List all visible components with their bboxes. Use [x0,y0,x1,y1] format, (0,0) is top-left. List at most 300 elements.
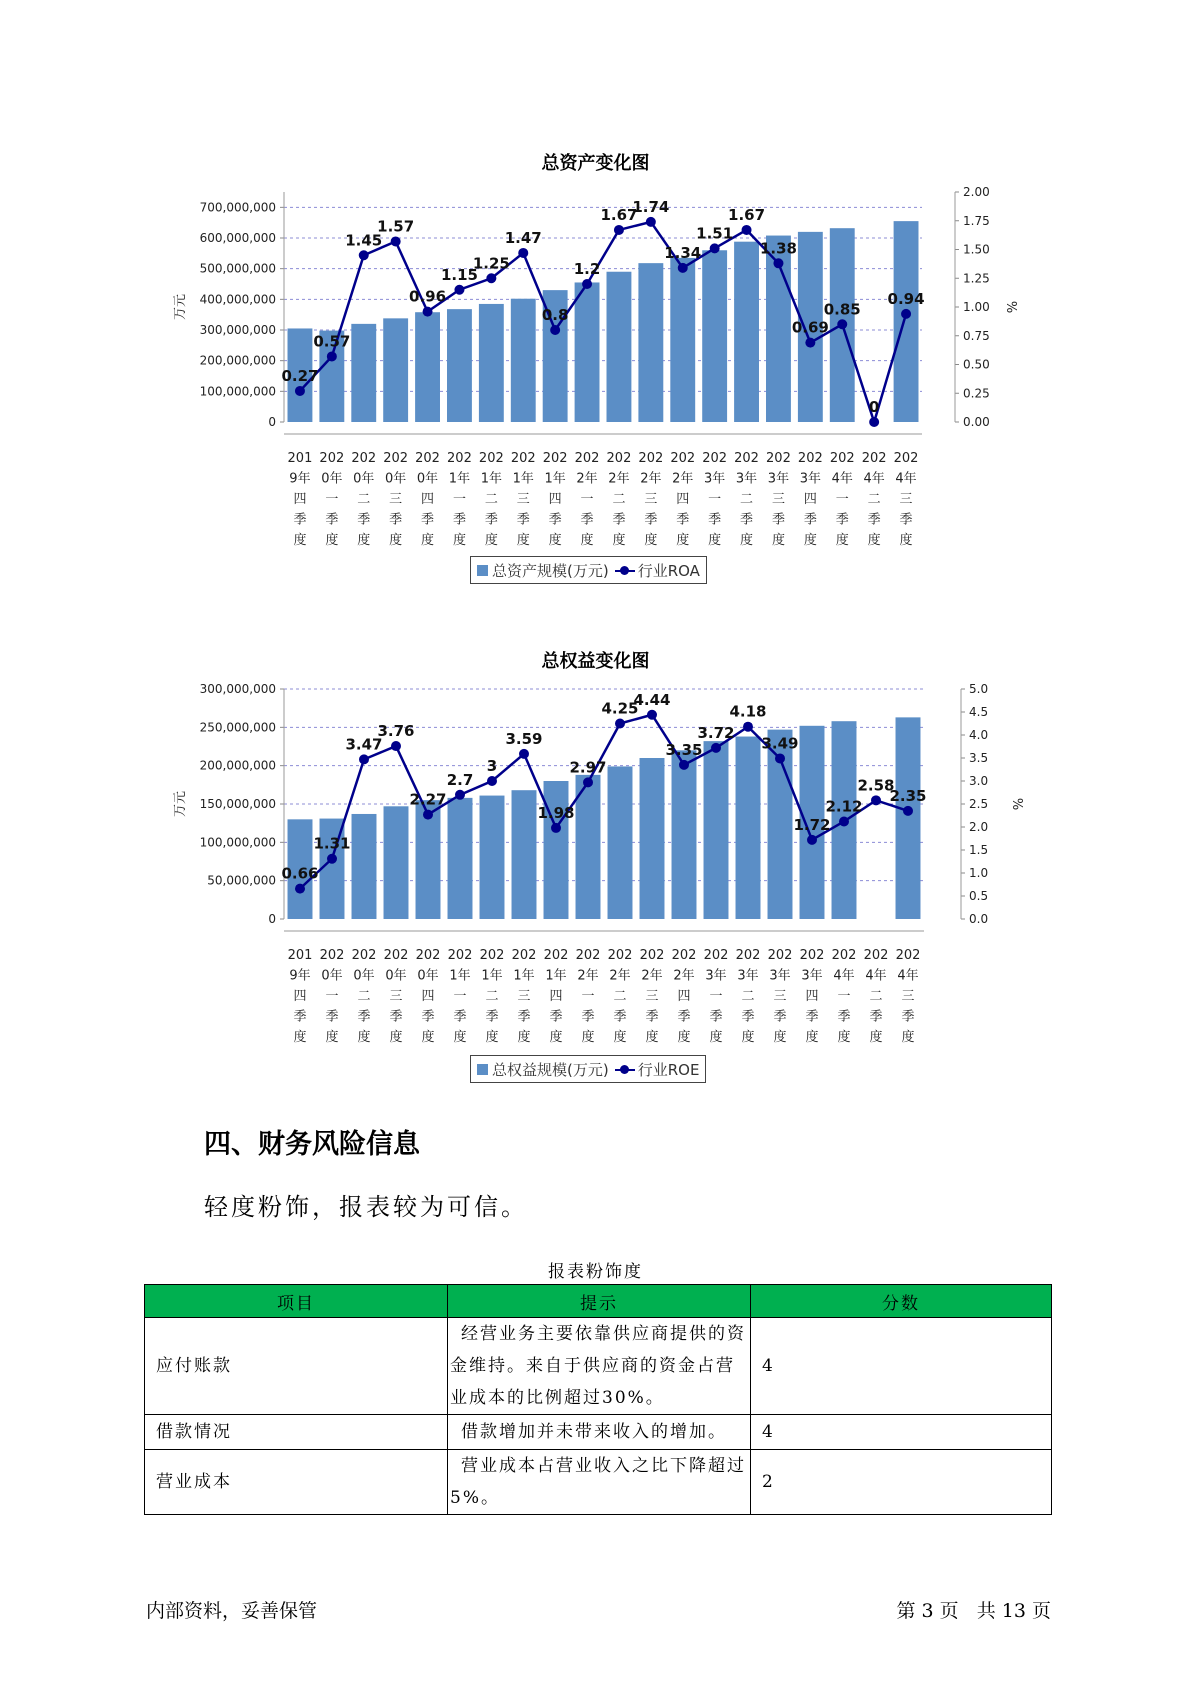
chart2-data-label: 3.59 [505,729,543,748]
chart1-line-point [678,263,688,273]
chart1-x-tick-label: 202 [447,451,472,466]
chart2-line-point [743,722,753,732]
chart2-x-tick-label: 1年 [545,968,567,984]
chart2-x-tick-label: 202 [575,948,601,963]
chart2-x-tick-label: 季 [837,1009,851,1025]
chart2-x-tick-label: 季 [869,1009,883,1025]
chart2-line-point [327,854,337,864]
table-cell-item: 借款情况 [145,1415,448,1450]
chart1-y2-tick-label: 0.00 [963,415,990,429]
chart2-legend-line-label: 行业ROE [637,1060,700,1079]
footer-confidential-note: 内部资料，妥善保管 [146,1600,318,1622]
chart2-y2-tick-label: 4.5 [969,705,989,719]
chart2-x-tick-label: 季 [677,1009,691,1025]
chart2-y2-tick-label: 0.0 [969,912,989,926]
chart2-bar [736,737,761,919]
chart2-x-tick-label: 季 [453,1009,467,1025]
chart2-y2-tick-label: 3.0 [969,774,989,788]
chart1-y2-tick-label: 2.00 [963,185,990,199]
chart2-data-label: 3.35 [665,740,703,759]
chart2-bar [480,796,505,919]
chart1-x-tick-label: 度 [740,533,754,548]
chart1-bar [734,242,759,422]
chart1-x-tick-label: 季 [835,512,849,528]
chart1-x-tick-label: 0年 [385,471,407,487]
chart2-x-tick-label: 四 [549,989,563,1004]
chart1-x-tick-label: 3年 [799,471,821,487]
chart2-x-tick-label: 季 [773,1009,787,1025]
chart1-x-tick-label: 度 [421,533,435,548]
chart1-x-tick-label: 四 [676,492,690,507]
chart1-x-tick-label: 0年 [353,471,375,487]
chart2-y-tick-label: 100,000,000 [199,835,276,850]
chart1-x-tick-label: 二 [484,492,498,507]
chart2-data-label: 1.98 [537,803,575,822]
chart2-x-tick-label: 季 [357,1009,371,1025]
chart2-line-point [423,810,433,820]
chart2-bar [896,717,921,919]
chart2-x-tick-label: 度 [357,1030,371,1045]
chart1-title: 总资产变化图 [541,153,650,174]
chart1-x-tick-label: 季 [899,512,913,528]
chart2-x-tick-label: 3年 [769,968,791,984]
chart1-x-tick-label: 季 [803,512,817,528]
chart1-x-tick-label: 1年 [448,471,471,487]
chart1-x-tick-label: 202 [638,451,664,466]
chart2-x-tick-label: 度 [517,1030,531,1045]
chart2-x-tick-label: 度 [773,1030,787,1045]
chart1-y-tick-label: 300,000,000 [199,323,276,337]
chart2-y2-tick-label: 1.0 [969,866,989,880]
table-row [145,1450,1052,1515]
chart2-x-tick-label: 一 [453,989,467,1004]
chart1-line-point [391,236,401,246]
chart1-x-tick-label: 202 [893,451,919,466]
chart1-bar [575,282,600,422]
chart1-data-label: 0.94 [887,289,925,308]
chart2-data-label: 2.7 [446,770,474,789]
footer-page-number: 第 3 页 共 13 页 [896,1600,1051,1622]
chart2-x-tick-label: 度 [869,1030,883,1045]
chart1-line-point [486,273,496,283]
chart2-line-point [871,795,881,805]
table-header-item: 项目 [145,1285,448,1318]
chart2-x-tick-label: 3年 [801,968,823,984]
chart1-bar [383,318,408,422]
chart1-line-point [742,225,752,235]
chart2-x-tick-label: 0年 [385,968,407,984]
chart2-x-tick-label: 季 [325,1009,339,1025]
chart1-x-tick-label: 1年 [480,471,502,487]
chart1-x-tick-label: 度 [580,533,594,548]
table-cell-hint: 借款增加并未带来收入的增加。 [448,1415,751,1450]
chart2-line-point [711,743,721,753]
chart1-x-tick-label: 三 [644,492,658,507]
chart2-bar [544,781,569,919]
chart2-bar [352,814,377,919]
chart1-y-tick-label: 400,000,000 [199,292,276,307]
chart2-x-tick-label: 4年 [897,968,919,984]
chart1-line-point [869,417,879,427]
chart1-x-tick-label: 季 [771,512,785,528]
chart2-line-point [775,753,785,763]
chart1-bar [351,324,376,422]
chart2-x-tick-label: 季 [645,1009,659,1025]
chart2-x-tick-label: 四 [293,989,307,1004]
chart2-legend-bar-label: 总权益规模(万元) [492,1060,609,1079]
chart1-bar [447,309,472,422]
chart2-x-tick-label: 二 [485,989,499,1004]
chart1-x-tick-label: 季 [325,512,339,528]
total-assets-chart [0,180,1191,555]
chart2-x-tick-label: 季 [517,1009,531,1025]
chart2-x-tick-label: 2年 [641,968,663,984]
chart2-x-tick-label: 度 [421,1030,435,1045]
chart1-x-tick-label: 202 [797,451,823,466]
chart2-x-tick-label: 度 [677,1030,691,1045]
chart2-data-label: 2.97 [569,758,607,777]
chart2-line-point [615,719,625,729]
table-header-score: 分数 [751,1285,1052,1318]
chart2-x-tick-label: 202 [511,948,537,963]
table-cell-item: 营业成本 [145,1450,448,1515]
chart2-x-tick-label: 度 [389,1030,403,1045]
chart2-line-point [807,835,817,845]
chart1-x-tick-label: 季 [516,512,530,528]
chart1-x-tick-label: 三 [899,492,913,507]
chart1-x-tick-label: 202 [606,451,632,466]
chart2-x-tick-label: 202 [799,948,825,963]
chart1-x-tick-label: 202 [415,451,440,466]
chart2-x-tick-label: 度 [805,1030,819,1045]
chart1-data-label: 1.34 [664,243,702,262]
chart2-line-point [487,776,497,786]
chart2-x-tick-label: 度 [453,1030,467,1045]
chart1-x-tick-label: 二 [357,492,371,507]
chart2-y2-axis-title: % [1009,797,1024,811]
chart1-x-tick-label: 季 [676,512,690,528]
chart2-x-tick-label: 202 [831,948,857,963]
chart1-legend-bar-swatch [477,565,488,576]
chart2-bar [608,766,633,919]
chart2-data-label: 4.44 [633,690,671,709]
chart2-x-tick-label: 三 [645,989,659,1004]
chart1-bar [479,304,504,422]
chart1-x-tick-label: 季 [452,512,466,528]
chart1-x-tick-label: 度 [612,533,626,548]
section-heading: 四、财务风险信息 [204,1129,420,1160]
chart1-x-tick-label: 一 [452,492,466,507]
chart1-x-tick-label: 三 [771,492,785,507]
chart2-x-tick-label: 4年 [833,968,855,984]
chart2-bar [704,741,729,919]
chart2-x-tick-label: 度 [325,1030,339,1045]
chart1-line-point [454,285,464,295]
chart2-line-point [391,741,401,751]
chart2-data-label: 0.66 [281,864,319,883]
chart2-line-point [647,710,657,720]
chart1-x-tick-label: 二 [740,492,754,507]
chart1-x-tick-label: 四 [803,492,817,507]
chart2-data-label: 3.49 [761,734,799,753]
chart2-x-tick-label: 三 [773,989,787,1004]
chart2-x-tick-label: 1年 [513,968,535,984]
chart1-bar [511,299,536,422]
chart1-x-tick-label: 四 [421,492,435,507]
chart1-y2-tick-label: 1.25 [963,271,990,286]
chart2-x-tick-label: 季 [389,1009,403,1025]
chart2-bar [640,758,665,919]
chart1-x-tick-label: 度 [484,533,498,548]
chart2-x-tick-label: 一 [325,989,339,1004]
table-row [145,1415,1052,1450]
chart1-x-tick-label: 一 [708,492,722,507]
chart1-x-tick-label: 度 [708,533,722,548]
chart1-line-point [295,386,305,396]
chart1-x-tick-label: 202 [702,451,728,466]
chart2-x-tick-label: 季 [805,1009,819,1025]
chart2-x-tick-label: 202 [351,948,377,963]
chart2-x-tick-label: 202 [415,948,441,963]
chart2-x-tick-label: 0年 [417,968,439,984]
chart2-y2-tick-label: 1.5 [969,843,989,857]
chart2-x-tick-label: 202 [895,948,921,963]
chart2-data-label: 3.72 [697,723,735,742]
chart1-x-tick-label: 4年 [895,471,917,487]
chart1-x-tick-label: 202 [383,451,409,466]
chart1-x-tick-label: 季 [389,512,403,528]
chart2-y2-tick-label: 0.5 [969,889,989,903]
chart2-x-tick-label: 度 [485,1030,499,1045]
chart1-x-tick-label: 季 [867,512,881,528]
chart1-x-tick-label: 1年 [544,471,566,487]
chart1-line-point [327,351,337,361]
chart1-x-tick-label: 2年 [672,471,694,487]
risk-summary: 轻度粉饰，报表较为可信。 [204,1193,528,1221]
chart1-x-tick-label: 2年 [640,471,662,487]
chart1-data-label: 1.45 [345,231,383,250]
chart2-x-tick-label: 一 [709,989,723,1004]
chart2-data-label: 3.47 [345,735,383,754]
chart2-x-tick-label: 一 [837,989,851,1004]
chart1-bar [670,258,695,422]
chart1-y2-tick-label: 1.50 [963,242,990,257]
chart2-data-label: 2.12 [825,797,863,816]
chart2-x-tick-label: 季 [613,1009,627,1025]
chart1-x-tick-label: 度 [548,533,562,548]
chart1-data-label: 1.25 [472,254,510,273]
chart1-y-tick-label: 100,000,000 [199,384,276,399]
chart1-y2-axis-title: % [1003,300,1018,314]
chart2-x-tick-label: 三 [517,989,531,1004]
chart2-x-tick-label: 2年 [609,968,631,984]
chart1-x-tick-label: 度 [771,533,785,548]
chart1-x-tick-label: 四 [293,492,307,507]
chart1-x-tick-label: 度 [867,533,881,548]
table-cell-item: 应付账款 [145,1318,448,1415]
chart2-data-label: 3 [486,757,498,775]
chart2-x-tick-label: 度 [581,1030,595,1045]
chart2-x-tick-label: 1年 [449,968,471,984]
chart2-x-tick-label: 度 [293,1030,307,1045]
chart2-legend-bar-swatch [477,1064,488,1075]
table-header-row [145,1285,1052,1318]
chart2-data-label: 4.18 [729,702,767,721]
chart1-x-tick-label: 3年 [767,471,790,487]
chart1-x-tick-label: 一 [835,492,849,507]
chart1-x-tick-label: 202 [766,451,791,466]
chart2-x-tick-label: 季 [741,1009,755,1025]
chart2-x-tick-label: 202 [607,948,633,963]
chart1-line-point [773,258,783,268]
chart1-data-label: 0.8 [541,306,569,324]
chart1-line-point [805,338,815,348]
chart2-x-tick-label: 二 [357,989,371,1004]
chart1-x-tick-label: 度 [452,533,466,548]
table-caption: 报表粉饰度 [548,1262,643,1282]
chart1-data-label: 1.67 [600,205,638,224]
table-cell-score: 2 [751,1450,1052,1515]
chart2-x-tick-label: 度 [901,1030,915,1045]
chart1-y2-tick-label: 1.75 [963,213,990,228]
chart1-x-tick-label: 季 [357,512,371,528]
chart2-data-label: 3.76 [377,722,415,741]
table-cell-score: 4 [751,1318,1052,1415]
chart2-legend-line-swatch [615,1064,635,1075]
chart1-x-tick-label: 季 [644,512,658,528]
chart2-y2-tick-label: 2.0 [969,820,989,834]
chart1-x-tick-label: 季 [548,512,562,528]
chart1-line-point [582,279,592,289]
chart1-x-tick-label: 度 [644,533,658,548]
chart1-line-point [646,217,656,227]
chart2-x-tick-label: 一 [581,989,595,1004]
chart2-x-tick-label: 季 [709,1009,723,1025]
chart2-line-point [295,884,305,894]
chart1-x-tick-label: 一 [580,492,594,507]
chart2-x-tick-label: 202 [863,948,889,963]
chart2-y-axis-title: 万元 [173,790,188,818]
chart2-x-tick-label: 201 [287,948,313,963]
chart1-x-tick-label: 季 [740,512,754,528]
chart1-x-tick-label: 0年 [416,471,439,487]
chart2-bar [384,806,409,919]
chart2-line-point [679,760,689,770]
chart1-x-tick-label: 度 [803,533,817,548]
chart1-x-tick-label: 二 [612,492,626,507]
chart2-x-tick-label: 3年 [737,968,759,984]
chart2-x-tick-label: 季 [581,1009,595,1025]
chart2-line-point [839,816,849,826]
chart1-line-point [550,325,560,335]
chart2-legend [470,1055,706,1083]
chart2-y-tick-label: 150,000,000 [199,797,276,811]
chart2-data-label: 4.25 [601,699,639,718]
chart2-y-tick-label: 200,000,000 [199,758,276,773]
chart2-x-tick-label: 二 [741,989,755,1004]
chart2-x-tick-label: 3年 [705,968,727,984]
chart1-bar [607,272,632,422]
chart2-bar [512,790,537,919]
chart1-x-tick-label: 三 [389,492,403,507]
chart1-data-label: 0 [868,398,880,416]
chart1-legend-line-label: 行业ROA [637,561,700,580]
chart2-x-tick-label: 9年 [289,968,311,984]
chart1-data-label: 1.2 [573,260,601,278]
chart1-x-tick-label: 三 [516,492,530,507]
chart2-x-tick-label: 度 [709,1030,723,1045]
chart2-x-tick-label: 0年 [353,968,375,984]
chart1-x-tick-label: 度 [357,533,371,548]
chart1-x-tick-label: 1年 [512,471,534,487]
chart2-x-tick-label: 202 [447,948,473,963]
chart2-x-tick-label: 季 [421,1009,435,1025]
chart2-bar [672,750,697,919]
chart1-x-tick-label: 202 [829,451,855,466]
chart1-line-point [710,243,720,253]
chart1-x-tick-label: 201 [287,451,313,466]
chart1-y-tick-label: 200,000,000 [199,353,276,368]
chart1-y-tick-label: 600,000,000 [199,231,276,245]
chart1-y-axis-title: 万元 [173,293,188,321]
chart1-x-tick-label: 季 [580,512,594,528]
chart2-x-tick-label: 202 [703,948,729,963]
chart1-x-tick-label: 度 [899,533,913,548]
chart2-x-tick-label: 度 [645,1030,659,1045]
chart1-x-tick-label: 202 [861,451,887,466]
chart1-legend [470,556,707,584]
chart1-data-label: 1.67 [728,205,766,224]
chart2-y-tick-label: 250,000,000 [199,720,276,735]
chart2-y2-tick-label: 4.0 [969,728,989,742]
chart1-x-tick-label: 202 [351,451,377,466]
chart1-x-tick-label: 0年 [321,471,343,487]
chart2-x-tick-label: 二 [613,989,627,1004]
chart1-data-label: 0.96 [409,287,447,306]
chart2-x-tick-label: 季 [485,1009,499,1025]
chart1-x-tick-label: 度 [325,533,339,548]
chart1-x-tick-label: 202 [510,451,536,466]
chart2-x-tick-label: 度 [741,1030,755,1045]
chart2-x-tick-label: 202 [319,948,345,963]
chart2-line-point [519,749,529,759]
chart2-x-tick-label: 202 [639,948,665,963]
chart1-line-point [614,225,624,235]
chart1-data-label: 0.27 [281,366,319,385]
chart1-x-tick-label: 季 [708,512,722,528]
chart2-x-tick-label: 202 [735,948,761,963]
chart2-line-point [455,790,465,800]
chart2-y2-tick-label: 5.0 [969,682,989,696]
chart1-x-tick-label: 度 [516,533,530,548]
table-cell-score: 4 [751,1415,1052,1450]
chart2-x-tick-label: 2年 [673,968,695,984]
chart2-line-point [903,806,913,816]
chart1-x-tick-label: 季 [421,512,435,528]
chart1-x-tick-label: 度 [835,533,849,548]
chart2-y-tick-label: 50,000,000 [207,873,276,888]
chart1-x-tick-label: 202 [670,451,696,466]
chart2-x-tick-label: 季 [901,1009,915,1025]
chart2-x-tick-label: 1年 [481,968,503,984]
chart2-line-point [583,777,593,787]
chart1-x-tick-label: 季 [484,512,498,528]
chart1-x-tick-label: 度 [293,533,307,548]
chart2-x-tick-label: 202 [767,948,793,963]
table-row [145,1318,1052,1415]
chart1-line-point [518,248,528,258]
chart1-y2-tick-label: 0.75 [963,328,990,343]
